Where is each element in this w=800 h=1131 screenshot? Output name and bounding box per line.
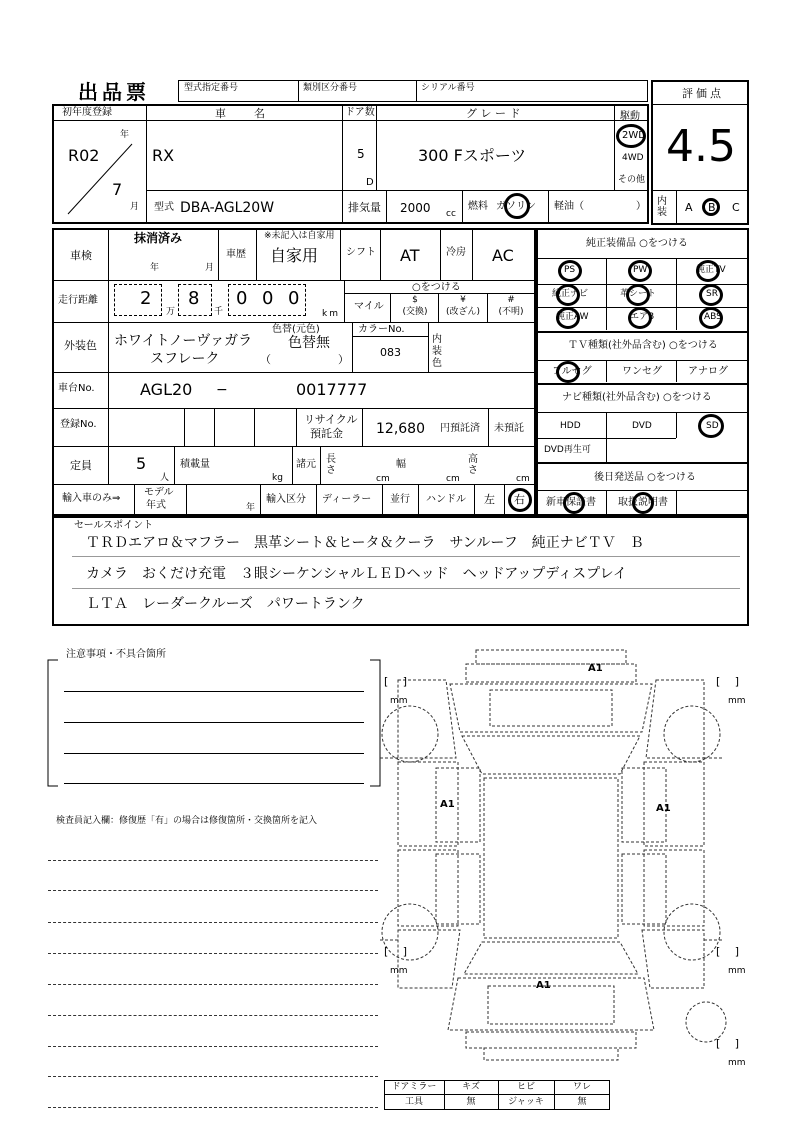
mileage-label: 走行距離 xyxy=(58,295,98,306)
drive-2wd: 2WD xyxy=(622,130,646,141)
col-divider xyxy=(174,446,175,484)
model-value: DBA-AGL20W xyxy=(180,200,275,216)
col-divider xyxy=(676,258,677,330)
dealer-option: ディーラー xyxy=(322,494,372,505)
man-unit: 万 xyxy=(166,307,176,317)
opt-tampered: (改ざん) xyxy=(445,307,481,317)
row-divider xyxy=(52,322,536,323)
equip-ps-circle xyxy=(558,260,582,282)
row-divider xyxy=(52,372,536,373)
row-divider xyxy=(146,190,649,191)
equip-navi: 純正ナビ xyxy=(552,289,589,299)
inspector-rule xyxy=(48,860,378,861)
damage-mark-right: A1 xyxy=(656,803,671,814)
legend-tools: 工具 xyxy=(404,1097,423,1107)
equip-ps: PS xyxy=(564,265,576,275)
tv-title: ＴＶ種類(社外品含む) ○をつける xyxy=(568,340,718,351)
inspector-rule xyxy=(48,1046,378,1047)
sales-rule xyxy=(72,588,740,589)
disp-label: 排気量 xyxy=(348,201,381,214)
col-divider xyxy=(676,490,677,516)
tire-bracket-fr: [ ] xyxy=(716,675,740,688)
reg-label: 初年度登録 xyxy=(62,107,112,118)
row-divider xyxy=(52,120,649,121)
tire-mm-fl: mm xyxy=(390,696,408,706)
sales-line-2: カメラ おくだけ充電 ３眼シーケンシャルＬＥＤヘッド ヘッドアップディスプレイ xyxy=(86,566,627,582)
navi-hdd: HDD xyxy=(560,421,581,431)
col-divider xyxy=(504,484,505,516)
inspector-rule xyxy=(48,1076,378,1077)
score-value: 4.5 xyxy=(666,121,736,172)
col-divider xyxy=(108,408,109,446)
shift-value: AT xyxy=(400,246,420,265)
equip-navi-circle xyxy=(556,284,580,306)
mileage-mark-label: ○をつける xyxy=(412,282,461,293)
sales-rule xyxy=(72,556,740,557)
capacity-label: 定員 xyxy=(70,459,92,472)
history-note: ※未記入は自家用 xyxy=(264,231,335,241)
row-divider xyxy=(536,258,749,259)
notes-rule xyxy=(64,722,364,723)
notes-rule xyxy=(64,783,364,784)
sen-unit: 千 xyxy=(214,307,224,317)
capacity-unit: 人 xyxy=(160,473,170,483)
chassis-prefix: AGL20 xyxy=(140,380,193,399)
header-divider xyxy=(416,80,417,102)
recycle-paid: 円預託済 xyxy=(440,423,480,434)
col-divider xyxy=(108,280,109,322)
mileage-digit-2: 8 xyxy=(188,288,200,309)
navi-title: ナビ種類(社外品含む) ○をつける xyxy=(562,392,712,403)
row-divider xyxy=(52,484,536,485)
model-year-label-1: モデル xyxy=(144,487,174,498)
fuel-gasoline: ガソリン xyxy=(496,201,536,212)
tv-fullseg-circle xyxy=(556,361,580,383)
import-kind-label: 輸入区分 xyxy=(266,494,306,505)
load-label: 積載量 xyxy=(180,459,210,470)
digit-box xyxy=(114,284,162,316)
handle-label: ハンドル xyxy=(426,494,466,505)
navi-dvd: DVD xyxy=(632,421,652,431)
doc-warranty: 新車保証書 xyxy=(546,497,596,508)
col-divider xyxy=(186,484,187,516)
mileage-digit-3: 0 xyxy=(236,288,248,309)
row-divider xyxy=(52,280,536,281)
handle-right: 右 xyxy=(514,493,525,506)
notes-rule xyxy=(64,753,364,754)
col-divider xyxy=(292,446,293,484)
col-divider xyxy=(108,322,109,372)
legend-tools-value: 無 xyxy=(466,1097,476,1107)
serial-label: シリアル番号 xyxy=(421,83,475,93)
cc-unit: cc xyxy=(446,209,456,219)
tire-bracket-spare: [ ] xyxy=(716,1037,740,1050)
parallel-option: 並行 xyxy=(390,494,410,505)
col-divider xyxy=(474,484,475,516)
type-no-label: 型式指定番号 xyxy=(184,83,239,93)
sheet-title: 出品票 xyxy=(78,80,150,104)
equip-tv-circle xyxy=(696,260,720,282)
opt-unknown: (不明) xyxy=(498,307,524,317)
door-unit: D xyxy=(366,177,374,188)
doc-manual-circle xyxy=(632,492,654,514)
doors-label: ドア数 xyxy=(345,107,375,118)
col-divider xyxy=(548,190,549,224)
model-year-unit: 年 xyxy=(246,503,256,513)
col-divider xyxy=(438,293,439,322)
legend-jack-value: 無 xyxy=(577,1097,587,1107)
col-divider xyxy=(390,293,391,322)
doc-manual: 取扱説明書 xyxy=(618,497,668,508)
mileage-digit-5: 0 xyxy=(288,288,300,309)
ac-value: AC xyxy=(492,246,514,265)
score-divider xyxy=(651,104,749,105)
section-divider xyxy=(536,462,749,464)
chassis-number: 0017777 xyxy=(296,380,368,399)
registration-label: 登録No. xyxy=(60,419,97,430)
damage-mark-front: A1 xyxy=(588,663,603,674)
tire-mm-rr: mm xyxy=(728,966,746,976)
interior-grade-label: 内装 xyxy=(657,196,667,218)
tire-mm-spare: mm xyxy=(728,1058,746,1068)
legend-header-break: ワレ xyxy=(572,1082,591,1092)
col-divider xyxy=(676,412,677,438)
damage-mark-left: A1 xyxy=(440,799,455,810)
col-divider xyxy=(108,228,109,280)
col-divider xyxy=(382,484,383,516)
col-divider xyxy=(344,280,345,322)
repaint-label: 色替(元色) xyxy=(272,324,320,335)
col-divider xyxy=(214,408,215,446)
col-divider xyxy=(184,408,185,446)
inspector-rule xyxy=(48,1015,378,1016)
col-divider xyxy=(428,322,429,372)
opt-unknown-symbol: # xyxy=(507,295,515,305)
section-divider xyxy=(536,331,749,333)
length-unit: cm xyxy=(376,474,390,484)
interior-grade-c: C xyxy=(732,201,740,214)
col-divider xyxy=(316,484,317,516)
inspector-rule xyxy=(48,953,378,954)
col-divider xyxy=(606,412,607,438)
mile-option: マイル xyxy=(354,301,384,312)
km-unit: km xyxy=(322,309,340,319)
col-divider xyxy=(606,258,607,330)
chassis-dash: − xyxy=(216,382,228,398)
color-code-label: カラーNo. xyxy=(358,324,405,335)
equip-pw-circle xyxy=(628,260,652,282)
paren-close: ） xyxy=(338,353,349,366)
navi-sd-circle xyxy=(698,414,724,438)
recycle-unpaid: 未預託 xyxy=(494,423,524,434)
doc-warranty-circle xyxy=(563,492,585,514)
legend-header-crack: ヒビ xyxy=(516,1082,535,1092)
disp-value: 2000 xyxy=(400,201,431,215)
drive-4wd: 4WD xyxy=(622,153,644,163)
grade-value: 300 Fスポーツ xyxy=(418,146,527,165)
opt-replaced: (交換) xyxy=(402,307,428,317)
notes-bracket xyxy=(46,658,382,790)
col-divider xyxy=(606,438,607,462)
inspector-rule xyxy=(48,890,378,891)
legend-header-mirror: ドアミラー xyxy=(391,1082,437,1092)
docs-title: 後日発送品 ○をつける xyxy=(594,472,696,483)
col-divider xyxy=(418,484,419,516)
fuel-label: 燃料 xyxy=(468,201,488,212)
col-divider xyxy=(352,322,353,372)
door-count: 5 xyxy=(357,147,365,161)
interior-grade-b: B xyxy=(708,201,716,214)
col-divider xyxy=(376,104,377,190)
inspector-rule xyxy=(48,984,378,985)
ac-label: 冷房 xyxy=(446,247,466,258)
car-name: RX xyxy=(152,146,175,165)
recycle-label-2: 預託金 xyxy=(310,427,343,440)
header-id-fields xyxy=(178,80,648,102)
tire-bracket-rl: [ ] xyxy=(384,945,408,958)
row-divider xyxy=(536,490,749,491)
equip-airbag: エアB xyxy=(630,312,655,322)
interior-color-label: 内装色 xyxy=(432,334,442,369)
col-divider xyxy=(472,228,473,280)
col-divider xyxy=(320,446,321,484)
row-divider xyxy=(52,408,536,409)
col-divider xyxy=(440,228,441,280)
drive-other: その他 xyxy=(618,175,646,185)
legend-header-scratch: キズ xyxy=(462,1082,480,1092)
model-label: 型式 xyxy=(154,202,174,213)
color-code: 083 xyxy=(380,346,401,359)
opt-replaced-symbol: $ xyxy=(412,295,418,305)
inspector-label: 検査員記入欄：修復歴「有」の場合は修復箇所・交換箇所を記入 xyxy=(56,816,318,826)
inspection-month: 月 xyxy=(205,263,215,273)
height-label: 高さ xyxy=(468,454,478,476)
fuel-diesel-end: ） xyxy=(636,201,646,212)
width-label: 幅 xyxy=(396,459,406,470)
dvd-play: DVD再生可 xyxy=(544,445,591,455)
section-divider xyxy=(536,383,749,385)
col-divider xyxy=(108,372,109,408)
col-divider xyxy=(380,228,381,280)
mileage-digit-4: 0 xyxy=(262,288,274,309)
col-divider xyxy=(342,190,343,224)
equip-pw: PW xyxy=(633,265,648,275)
color-value-1: ホワイトノーヴァガラ xyxy=(114,333,253,349)
col-divider xyxy=(296,408,297,446)
notes-rule xyxy=(64,691,364,692)
col-divider xyxy=(342,104,343,190)
tv-oneseg: ワンセグ xyxy=(622,366,662,377)
model-year-label-2: 年式 xyxy=(146,500,166,511)
car-name-label: 車 名 xyxy=(215,107,267,120)
sales-line-1: ＴＲＤエアロ＆マフラー 黒革シート＆ヒータ＆クーラ サンルーフ 純正ナビＴＶ Ｂ xyxy=(86,535,644,551)
opt-tampered-symbol: ¥ xyxy=(460,295,466,305)
col-divider xyxy=(260,484,261,516)
col-divider xyxy=(218,228,219,280)
col-divider xyxy=(134,484,135,516)
paren-open: （ xyxy=(260,353,271,366)
equip-airbag-circle xyxy=(628,307,655,329)
class-no-label: 類別区分番号 xyxy=(303,83,358,93)
tire-bracket-fl: [ ] xyxy=(384,675,408,688)
repaint-value: 色替無 xyxy=(288,335,330,351)
score-divider xyxy=(676,190,677,225)
col-divider xyxy=(676,360,677,382)
import-label: 輸入車のみ⇒ xyxy=(62,493,121,504)
inspection-year: 年 xyxy=(150,263,160,273)
recycle-label-1: リサイクル xyxy=(304,413,358,426)
row-divider xyxy=(344,293,536,294)
equip-abs-circle xyxy=(699,307,723,329)
fuel-diesel: 軽油（ xyxy=(554,201,584,212)
inspector-rule xyxy=(48,1107,378,1108)
legend-jack: ジャッキ xyxy=(508,1097,544,1107)
grade-label: グ レ ー ド xyxy=(466,107,521,120)
tv-fullseg: フルセグ xyxy=(552,366,592,377)
equip-sr-circle xyxy=(699,284,723,306)
handle-left: 左 xyxy=(484,493,495,506)
col-divider xyxy=(606,490,607,516)
tire-mm-fr: mm xyxy=(728,696,746,706)
equipment-title: 純正装備品 ○をつける xyxy=(586,238,688,249)
col-divider xyxy=(606,360,607,382)
sales-line-3: ＬＴＡ レーダークルーズ パワートランク xyxy=(86,596,365,612)
dims-label: 諸元 xyxy=(296,459,316,470)
load-unit: kg xyxy=(272,473,283,483)
handle-right-circle xyxy=(508,488,532,512)
equip-aw-circle xyxy=(556,307,580,329)
notes-label: 注意事項・不具合箇所 xyxy=(66,649,166,660)
grade-b-circle xyxy=(702,198,720,216)
height-unit: cm xyxy=(516,474,530,484)
row-divider xyxy=(536,412,749,413)
month-unit: 月 xyxy=(130,202,140,212)
sales-label: セールスポイント xyxy=(74,520,154,531)
equip-abs: ABS xyxy=(704,312,722,322)
col-divider xyxy=(254,408,255,446)
capacity-value: 5 xyxy=(136,454,147,473)
tire-mm-rl: mm xyxy=(390,966,408,976)
chassis-label: 車台No. xyxy=(58,383,95,394)
reg-month: 7 xyxy=(112,180,123,199)
reg-era: R02 xyxy=(68,146,100,165)
col-divider xyxy=(614,104,615,190)
car-body-diagram xyxy=(380,640,756,1080)
score-label: 評価点 xyxy=(682,87,724,100)
col-divider xyxy=(256,228,257,280)
col-divider xyxy=(462,190,463,224)
shift-label: シフト xyxy=(346,247,376,258)
color-label: 外装色 xyxy=(64,339,97,352)
col-divider xyxy=(340,228,341,280)
equip-aw: 純正AW xyxy=(556,312,589,322)
score-divider xyxy=(651,190,749,191)
legend-divider xyxy=(384,1094,610,1095)
equip-leather-circle xyxy=(626,284,650,306)
date-slash xyxy=(60,140,140,220)
row-divider xyxy=(352,336,428,337)
interior-grade-a: A xyxy=(685,201,693,214)
history-value: 自家用 xyxy=(270,246,319,265)
drive-label: 駆動 xyxy=(620,111,640,122)
history-label: 車歴 xyxy=(226,249,246,260)
equip-leather: 革シート xyxy=(620,289,657,299)
col-divider xyxy=(146,104,147,224)
inspection-label: 車検 xyxy=(70,249,92,262)
col-divider xyxy=(488,408,489,446)
width-unit: cm xyxy=(446,474,460,484)
header-divider xyxy=(298,80,299,102)
equip-tv: 純正TV xyxy=(696,265,726,275)
drive-2wd-circle xyxy=(616,124,646,148)
inspection-value: 抹消済み xyxy=(134,231,183,245)
damage-mark-rear: A1 xyxy=(536,980,551,991)
col-divider xyxy=(108,446,109,484)
mileage-digit-1: 2 xyxy=(140,288,152,309)
equip-sr: SR xyxy=(706,289,718,299)
inspector-rule xyxy=(48,922,378,923)
row-divider xyxy=(52,446,536,447)
recycle-amount: 12,680 xyxy=(376,421,425,437)
fuel-circle xyxy=(504,193,530,219)
col-divider xyxy=(362,408,363,446)
year-unit: 年 xyxy=(120,130,130,140)
tv-analog: アナログ xyxy=(688,366,728,377)
color-value-2: スフレーク xyxy=(150,351,220,367)
length-label: 長さ xyxy=(326,454,336,476)
navi-sd: SD xyxy=(706,421,719,431)
tire-bracket-rr: [ ] xyxy=(716,945,740,958)
col-divider xyxy=(386,190,387,224)
